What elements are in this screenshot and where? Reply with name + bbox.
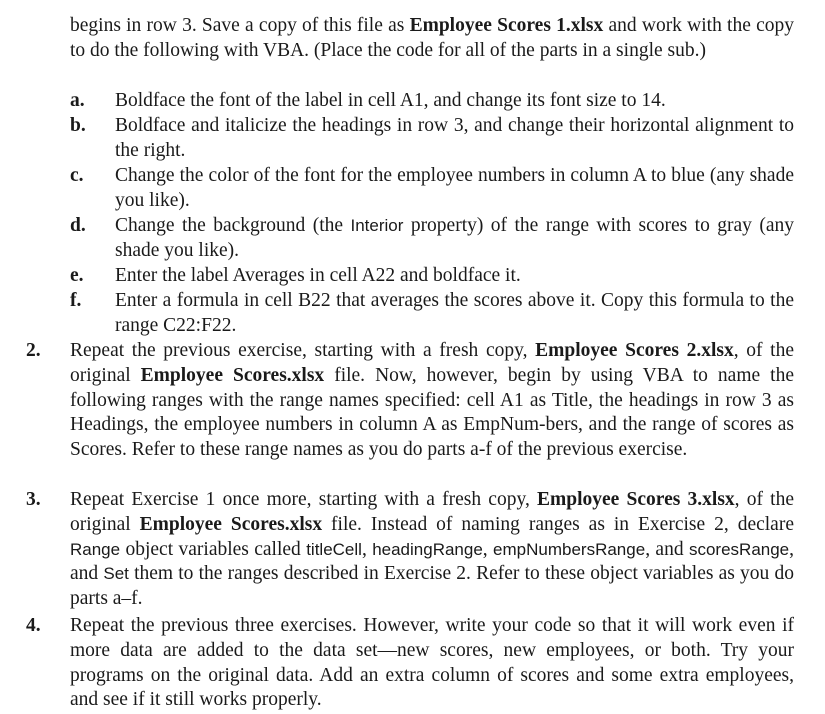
exercise-3-text-7: , and <box>645 538 689 560</box>
part-d-text-2: property) of the range with scores to gray (any shade you like). <box>115 215 794 261</box>
exercise-4-text: Repeat the previous three exercises. However, write your code so that it will work even if more data are added to the data set—new scores, new employees, or both. Try your programs on the original data. Add an extra column of scores and some extra employees, and see if it still works properly. <box>70 615 794 711</box>
exercise-2-text-1: Repeat the previous exercise, starting with a fresh copy, <box>70 340 536 361</box>
part-b <box>70 114 794 164</box>
part-a-label: a. <box>70 90 85 111</box>
exercise-3-code-scoresrange: scoresRange <box>688 539 790 559</box>
part-f-label: f. <box>70 290 82 311</box>
exercise-3-code-range: Range <box>70 539 121 559</box>
exercise-3-filename: Employee Scores 3.xlsx <box>537 489 735 510</box>
exercise-4 <box>26 614 794 713</box>
part-d-code-interior: Interior <box>350 216 404 235</box>
exercise-2 <box>26 339 794 463</box>
intro-filename: Employee Scores 1.xlsx <box>409 15 604 36</box>
part-c-label: c. <box>70 165 84 186</box>
exercise-2-text-3: file. Now, however, begin by using VBA to name the following ranges with the range names specified: cell A1 as Title, the headings in row 3 as Headings, the employee numbers in column A as EmpNum-bers, and the range of scores as Scores. Refer to these range names as you do parts a-f of the previous exercise. <box>70 364 794 461</box>
exercise-3-text-4: object variables called <box>120 538 307 560</box>
exercise-3-text-1: Repeat Exercise 1 once more, starting with a fresh copy, <box>70 489 538 510</box>
part-c <box>70 164 794 214</box>
exercise-3-code-titlecell: titleCell <box>306 539 362 559</box>
exercise-3-code-empnumbersrange: empNumbersRange <box>493 539 646 559</box>
exercise-3-text-3: file. Instead of naming ranges as in Exercise 2, declare <box>322 513 794 535</box>
exercise-2-original-file: Employee Scores.xlsx <box>140 364 325 386</box>
exercise-3-code-set: Set <box>103 564 129 584</box>
part-f-text: Enter a formula in cell B22 that averages the scores above it. Copy this formula to the range C22:F22. <box>115 290 794 336</box>
part-d-text-1: Change the background (the <box>115 215 351 236</box>
part-b-label: b. <box>70 115 86 136</box>
part-e-label: e. <box>70 265 84 286</box>
part-d <box>70 214 794 264</box>
exercise-3-text-5: , <box>361 538 373 560</box>
intro-paragraph <box>70 14 794 64</box>
exercise-2-filename: Employee Scores 2.xlsx <box>535 340 734 361</box>
part-c-text: Change the color of the font for the employee numbers in column A to blue (any shade you like). <box>115 165 794 211</box>
part-a <box>70 89 794 114</box>
exercise-3 <box>26 488 795 612</box>
intro-text-2: and work with the copy to do the following with VBA. (Place the code for all of the parts in a single sub.) <box>70 15 794 61</box>
exercise-3-text-2: , of the original <box>70 489 794 535</box>
part-a-text: Boldface the font of the label in cell A1, and change its font size to 14. <box>115 90 666 111</box>
exercise-4-number: 4. <box>26 615 41 636</box>
exercise-3-text-6: , <box>482 538 494 560</box>
part-f <box>70 289 794 339</box>
intro-text-1: begins in row 3. Save a copy of this file as <box>70 15 410 36</box>
part-d-label: d. <box>70 215 86 236</box>
exercise-3-number: 3. <box>26 489 41 510</box>
exercise-3-text-9: them to the ranges described in Exercise 2. Refer to these object variables as you do parts a–f. <box>70 563 795 610</box>
part-b-text: Boldface and italicize the headings in row 3, and change their horizontal alignment to the right. <box>115 115 794 161</box>
exercise-3-text-8: , and <box>70 538 795 585</box>
part-e <box>70 264 794 289</box>
exercise-2-number: 2. <box>26 340 41 361</box>
exercise-3-original-file: Employee Scores.xlsx <box>139 513 323 535</box>
exercise-2-text-2: , of the original <box>70 340 794 386</box>
exercise-3-code-headingrange: headingRange <box>372 539 483 559</box>
part-e-text: Enter the label Averages in cell A22 and boldface it. <box>115 265 521 286</box>
